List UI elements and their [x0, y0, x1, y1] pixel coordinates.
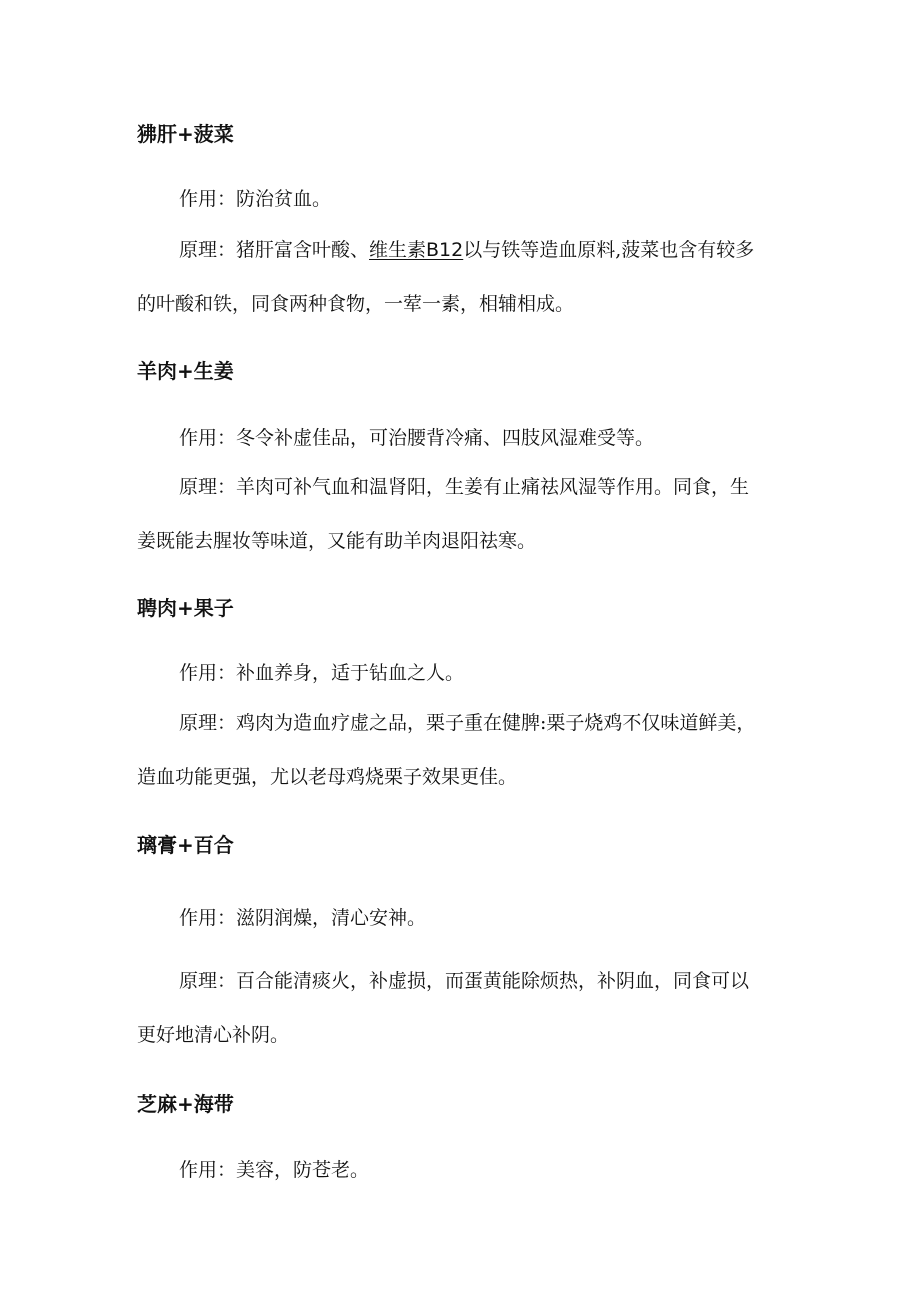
- principle-line: 原理：羊肉可补气血和温肾阳，生姜有止痛祛风湿等作用。同食，生: [179, 476, 750, 498]
- principle-suffix: 以与铁等造血原料,菠菜也含有较多: [463, 239, 755, 261]
- principle-line: [137, 223, 787, 277]
- principle-prefix: 原理：猪肝富含叶酸、: [179, 239, 370, 261]
- section-effect: 作用：补血养身，适于钻血之人。: [179, 662, 465, 684]
- section-title-egg-lily: 璃膏+百合: [137, 833, 234, 857]
- section-principle: [137, 696, 787, 804]
- section-effect: 作用：防治贫血。: [179, 188, 332, 210]
- section-principle: [137, 460, 787, 568]
- section-effect: 作用：冬令补虚佳品，可治腰背冷痛、四肢风湿难受等。: [179, 427, 655, 449]
- principle-line: 原理：鸡肉为造血疗虚之品，栗子重在健脾:栗子烧鸡不仅味道鲜美，: [179, 712, 756, 734]
- principle-line: 的叶酸和铁，同食两种食物，一荤一素，相辅相成。: [137, 293, 575, 315]
- section-effect: 作用：滋阴润燥，清心安神。: [179, 907, 427, 929]
- section-title-pork-liver-spinach: 狒肝+菠菜: [137, 122, 234, 146]
- section-effect: 作用：美容，防苍老。: [179, 1159, 370, 1181]
- principle-line: 姜既能去腥妆等味道，又能有助羊肉退阳祛寒。: [137, 530, 537, 552]
- section-principle: [137, 223, 787, 331]
- principle-line: 原理：百合能清痰火，补虚损，而蛋黄能除烦热，补阴血，同食可以: [179, 970, 750, 992]
- vitamin-b12-link[interactable]: 维生素B12: [369, 239, 464, 261]
- principle-line: 造血功能更强，尤以老母鸡烧栗子效果更佳。: [137, 766, 518, 788]
- section-principle: [137, 954, 787, 1062]
- section-title-mutton-ginger: 羊肉+生姜: [137, 359, 234, 383]
- principle-line: 更好地清心补阴。: [137, 1024, 290, 1046]
- section-title-chicken-chestnut: 聘肉+果子: [137, 596, 234, 620]
- section-title-sesame-kelp: 芝麻+海带: [137, 1092, 234, 1116]
